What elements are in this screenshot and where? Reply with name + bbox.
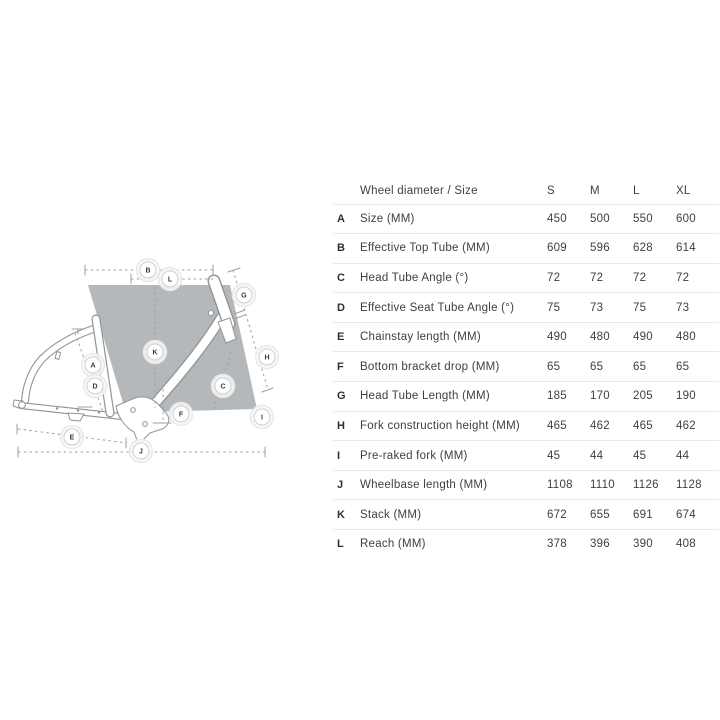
table-row-f [333,352,719,382]
size-column-header: XL [676,184,691,197]
row-label: Head Tube Length (MM) [360,390,490,403]
cell-value: 73 [676,301,690,314]
diagram-label-letter-c: C [220,383,226,391]
cell-value: 65 [633,360,647,373]
cell-value: 390 [633,538,653,551]
cell-value: 396 [590,538,610,551]
cell-value: 500 [590,212,610,225]
row-label: Head Tube Angle (°) [360,271,469,284]
size-column-header: L [633,184,640,197]
cell-value: 614 [676,242,696,255]
cell-value: 450 [547,212,567,225]
diagram-label-letter-j: J [139,448,143,456]
table-row-a [333,205,719,235]
table-row-k [333,500,719,530]
row-letter: J [337,479,344,492]
row-label: Bottom bracket drop (MM) [360,360,500,373]
size-range-area [88,285,257,420]
cell-value: 462 [676,419,696,432]
table-row-e [333,323,719,353]
table-row-i [333,441,719,471]
geometry-table [333,178,719,559]
cell-value: 205 [633,390,653,403]
cell-value: 75 [547,301,561,314]
cell-value: 655 [590,508,610,521]
cell-value: 44 [590,449,604,462]
cell-value: 65 [590,360,604,373]
diagram-label-letter-f: F [178,411,184,419]
cell-value: 462 [590,419,610,432]
table-header-row [333,178,719,205]
cell-value: 190 [676,390,696,403]
diagram-label-letter-b: B [145,267,151,275]
cell-value: 65 [547,360,561,373]
cell-value: 72 [676,271,690,284]
row-label: Effective Top Tube (MM) [360,242,490,255]
cell-value: 1108 [547,479,573,492]
cell-value: 550 [633,212,653,225]
row-label: Reach (MM) [360,538,426,551]
cell-value: 465 [547,419,567,432]
table-row-h [333,412,719,442]
diagram-label-letter-k: K [152,349,158,357]
row-letter: F [337,360,344,373]
cell-value: 490 [547,331,567,344]
row-letter: D [337,301,346,314]
cell-value: 75 [633,301,647,314]
table-row-g [333,382,719,412]
row-letter: A [337,212,346,225]
row-letter: E [337,331,345,344]
table-row-l [333,530,719,559]
cell-value: 628 [633,242,653,255]
cell-value: 1110 [590,479,615,492]
cell-value: 378 [547,538,567,551]
diagram-label-letter-i: I [261,414,263,422]
diagram-label-letter-e: E [69,434,75,442]
cell-value: 672 [547,508,567,521]
row-label: Effective Seat Tube Angle (°) [360,301,515,314]
table-row-b [333,234,719,264]
cell-value: 609 [547,242,567,255]
cell-value: 45 [547,449,561,462]
cell-value: 72 [590,271,604,284]
cell-value: 480 [676,331,696,344]
cell-value: 691 [633,508,653,521]
cell-value: 408 [676,538,696,551]
row-label: Stack (MM) [360,508,422,521]
cell-value: 480 [590,331,610,344]
cell-value: 72 [547,271,561,284]
diagram-label-letter-h: H [264,354,270,362]
row-label: Chainstay length (MM) [360,331,481,344]
table-row-c [333,264,719,294]
cell-value: 45 [633,449,647,462]
diagram-label-letter-l: L [167,276,173,284]
row-letter: L [337,538,344,551]
cell-value: 44 [676,449,690,462]
cell-value: 185 [547,390,567,403]
row-label: Pre-raked fork (MM) [360,449,468,462]
diagram-label-letter-d: D [92,383,98,391]
row-label: Size (MM) [360,212,415,225]
table-row-j [333,471,719,501]
cell-value: 65 [676,360,690,373]
row-letter: H [337,419,346,432]
diagram-label-letter-g: G [241,292,247,300]
cell-value: 490 [633,331,653,344]
cell-value: 170 [590,390,610,403]
row-letter: G [337,390,346,403]
row-label: Fork construction height (MM) [360,419,520,432]
cell-value: 1126 [633,479,659,492]
size-column-header: M [590,184,600,197]
row-label: Wheelbase length (MM) [360,479,488,492]
row-letter: C [337,271,346,284]
size-column-header: S [547,184,555,197]
diagram-label-letter-a: A [90,362,96,370]
row-letter: I [337,449,341,462]
cell-value: 1128 [676,479,702,492]
cell-value: 73 [590,301,604,314]
row-letter: K [337,508,346,521]
cell-value: 596 [590,242,610,255]
cell-value: 674 [676,508,696,521]
table-row-d [333,293,719,323]
bike-geometry-diagram [8,245,310,477]
cell-value: 600 [676,212,696,225]
cell-value: 72 [633,271,647,284]
table-header-label: Wheel diameter / Size [360,184,478,197]
row-letter: B [337,242,346,255]
cell-value: 465 [633,419,653,432]
